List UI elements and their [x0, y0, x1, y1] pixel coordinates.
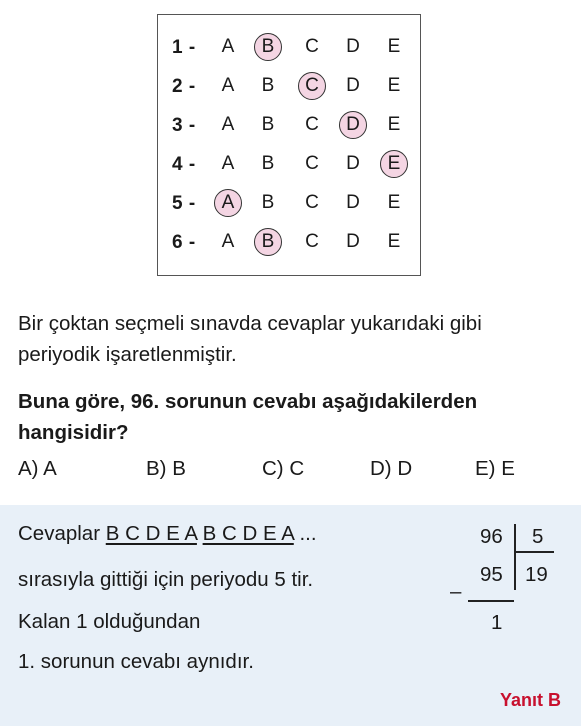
option-c[interactable]: C [305, 231, 319, 252]
option-e[interactable]: E [387, 36, 401, 57]
division-quotient: 19 [525, 563, 548, 586]
option-e[interactable]: E [387, 75, 401, 96]
option-c[interactable]: C [305, 114, 319, 135]
option-a[interactable]: A [221, 231, 235, 252]
question-number: 5 - [172, 193, 196, 214]
answer-row-3 [158, 111, 420, 141]
option-d[interactable]: D [346, 153, 360, 174]
option-e-marked[interactable]: E [380, 150, 408, 178]
option-a[interactable]: A [221, 36, 235, 57]
division-subtracted: 95 [480, 563, 503, 586]
answer-row-1 [158, 33, 420, 63]
question-intro-line2: periyodik işaretlenmiştir. [18, 343, 237, 366]
choice-d[interactable]: D) D [370, 457, 413, 480]
option-b[interactable]: B [261, 114, 275, 135]
question-number: 4 - [172, 154, 196, 175]
option-c-marked[interactable]: C [298, 72, 326, 100]
option-c[interactable]: C [305, 192, 319, 213]
question-prompt-line2: hangisidir? [18, 421, 129, 444]
question-number: 2 - [172, 76, 196, 97]
option-e[interactable]: E [387, 192, 401, 213]
choice-e[interactable]: E) E [475, 457, 515, 480]
question-prompt [18, 386, 573, 448]
option-d[interactable]: D [346, 231, 360, 252]
option-b[interactable]: B [261, 192, 275, 213]
solution-sequence-1: B C D E A [105, 522, 197, 545]
choice-a[interactable]: A) A [18, 457, 57, 480]
question-prompt-line1: Buna göre, 96. sorunun cevabı aşağıdakilerden [18, 390, 478, 413]
option-b[interactable]: B [261, 75, 275, 96]
option-d-marked[interactable]: D [339, 111, 367, 139]
question-intro-line1: Bir çoktan seçmeli sınavda cevaplar yukarıdaki gibi [18, 312, 482, 335]
answer-row-4 [158, 150, 420, 180]
option-b-marked[interactable]: B [254, 33, 282, 61]
division-divisor: 5 [532, 525, 544, 548]
option-c[interactable]: C [305, 153, 319, 174]
option-e[interactable]: E [387, 231, 401, 252]
choice-c[interactable]: C) C [262, 457, 305, 480]
answer-row-2 [158, 72, 420, 102]
solution-line1 [18, 522, 317, 546]
division-minus: – [450, 580, 462, 603]
question-number: 1 - [172, 37, 196, 58]
answer-row-5 [158, 189, 420, 219]
question-number: 3 - [172, 115, 196, 136]
option-a[interactable]: A [221, 114, 235, 135]
question-number: 6 - [172, 232, 196, 253]
division-dividend: 96 [480, 525, 503, 548]
solution-line4: 1. sorunun cevabı aynıdır. [18, 650, 254, 673]
division-subtraction-line [468, 600, 514, 602]
option-a[interactable]: A [221, 75, 235, 96]
division-remainder: 1 [491, 611, 503, 634]
solution-line2: sırasıyla gittiği için periyodu 5 tir. [18, 568, 314, 591]
solution-line1-prefix: Cevaplar [18, 522, 101, 545]
answer-grid [157, 14, 421, 276]
answer-label: Yanıt B [499, 690, 561, 710]
option-d[interactable]: D [346, 192, 360, 213]
option-d[interactable]: D [346, 75, 360, 96]
option-b-marked[interactable]: B [254, 228, 282, 256]
choice-b[interactable]: B) B [146, 457, 186, 480]
option-b[interactable]: B [261, 153, 275, 174]
division-vertical-line [514, 524, 516, 590]
option-d[interactable]: D [346, 36, 360, 57]
option-a[interactable]: A [221, 153, 235, 174]
answer-row-6 [158, 228, 420, 258]
solution-line3: Kalan 1 olduğundan [18, 610, 201, 633]
solution-line1-ellipsis: ... [299, 522, 317, 545]
option-c[interactable]: C [305, 36, 319, 57]
question-intro [18, 308, 573, 370]
division-divisor-line [514, 551, 554, 553]
option-e[interactable]: E [387, 114, 401, 135]
solution-sequence-2: B C D E A [202, 522, 294, 545]
option-a-marked[interactable]: A [214, 189, 242, 217]
